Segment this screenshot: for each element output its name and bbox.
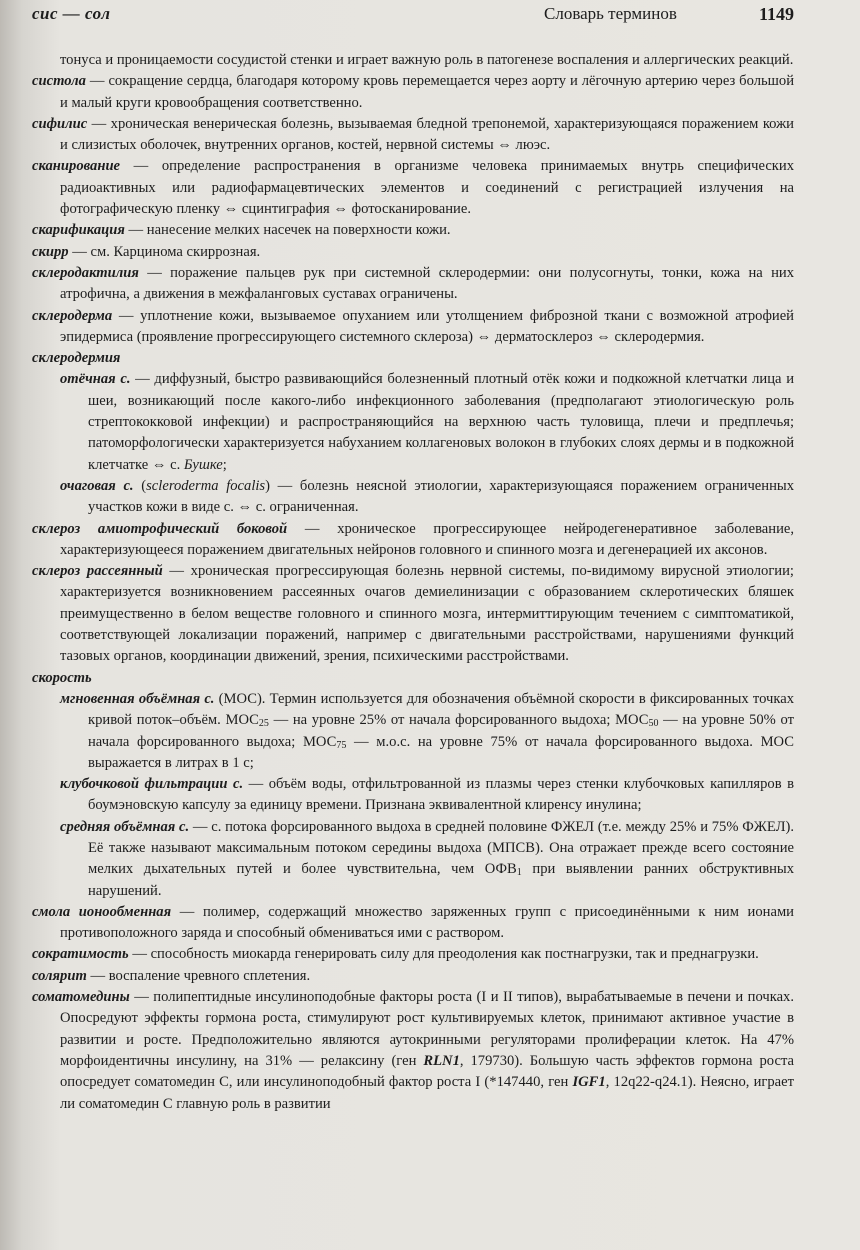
term: смола ионообменная <box>32 903 172 920</box>
term: склеродерма <box>32 307 113 324</box>
term: склероз амиотрофический боковой <box>32 520 288 537</box>
entry-skanirovanie: сканирование — определение распространения в организме человека принимаемых внутрь специфических радиоактивных или радиофармацевтических элементов и соединений с регистрацией излучения на фотографическую пленку ⇔ сцинтиграфия ⇔ фотосканирование. <box>32 158 794 218</box>
term: сократимость <box>32 946 129 963</box>
term: очаговая с. <box>60 477 134 494</box>
dictionary-body <box>32 50 794 1115</box>
subentry-mgnovennaya: мгновенная объёмная с. (МОС). Термин используется для обозначения объёмной скорости в фиксированных точках кривой поток–объём. $МОС_{25}$ — на уровне 25% от начала форсированного выдоха; $МОС_{50}$ — на уровне 50% от начала форсированного выдоха; $МОС_{75}$ — м.о.с. на уровне 75% от начала форсированного выдоха. МОС выражается в литрах в 1 с; <box>60 690 795 771</box>
term: сканирование <box>32 158 121 175</box>
entry-sifilis: сифилис — хроническая венерическая болезнь, вызываемая бледной трепонемой, характеризующаяся поражением кожи и слизистых оболочек, внутренних органов, костей, нервной системы ⇔ люэс. <box>32 115 794 154</box>
entry-skleroz-rasseyanny: склероз рассеянный — хроническая прогрессирующая болезнь нервной системы, по-видимому вирусной этиологии; характеризуется возникновением рассеянных очагов демиелинизации с образованием склеротических бляшек преимущественно в белом веществе головного и спинного мозга, интермиттирующим течением с симптоматикой, соответствующей локализации поражений, например с двигательными расстройствами, нарушениями функций тазовых органов, координации движений, зрения, психическими расстройствами. <box>32 563 794 665</box>
term: сифилис <box>32 115 88 132</box>
entry-solyarit: солярит — воспаление чревного сплетения. <box>32 967 311 984</box>
entry-skirr: скирр — см. Карцинома скиррозная. <box>32 243 261 260</box>
term: средняя объёмная с. <box>60 818 190 835</box>
term: склеродермия <box>32 350 121 367</box>
page-header <box>32 4 794 30</box>
term: клубочковой фильтрации с. <box>60 776 244 793</box>
term: систола <box>32 73 86 90</box>
term: скирр <box>32 243 69 260</box>
subentry-otechnaya: отёчная с. — диффузный, быстро развивающийся болезненный плотный отёк кожи и подкожной клетчатки лица и шеи, возникающий после какого-либо инфекционного заболевания (предполагают этиологическую роль стрептококковой инфекции) и распространяющийся на верхнюю часть туловища, плечи и предплечья; патоморфологически характеризуется набуханием коллагеновых волокон в глубоких слоях дермы и в подкожной клетчатке ⇔ с. Бушке; <box>60 371 794 473</box>
entry-sklerodermiya <box>32 348 794 369</box>
page-number: 1149 <box>758 4 794 24</box>
term: скарификация <box>32 222 125 239</box>
term: склеродактилия <box>32 264 139 281</box>
running-head: сис — сол <box>32 4 111 23</box>
subentries-sklerodermiya <box>32 369 794 518</box>
entry-sokratimost: сократимость — способность миокарда генерировать силу для преодоления как постнагрузки, так и преднагрузки. <box>32 946 759 963</box>
header-title: Словарь терминов <box>544 4 677 23</box>
entry-skorost <box>32 668 794 689</box>
term: отёчная с. <box>60 371 131 388</box>
term: мгновенная объёмная с. <box>60 690 215 707</box>
entry-somatomediny: соматомедины — полипептидные инсулиноподобные факторы роста (I и II типов), вырабатываемые в печени и почках. Опосредуют эффекты гормона роста, стимулируют рост культивируемых клеток, принимают активное участие в развитии и росте. Предположительно являются аутокринными регуляторами пролиферации клеток. На 47% морфоидентичны инсулину, на 31% — релаксину (ген RLN1, 179730). Большую часть эффектов гормона роста опосредует соматомедин С, или инсулиноподобный фактор роста I (*147440, ген IGF1, 12q22-q24.1). Неясно, играет ли соматомедин С главную роль в развитии <box>32 989 794 1112</box>
subentry-klubochkovoy: клубочковой фильтрации с. — объём воды, отфильтрованной из плазмы через стенки клубочковых капилляров в боумэновскую капсулу за единицу времени. Признана эквивалентной клиренсу инулина; <box>60 776 795 814</box>
entry-skleroz-amiotroficheskiy: склероз амиотрофический боковой — хроническое прогрессирующее нейродегенеративное заболевание, характеризующееся поражением двигательных нейронов головного и спинного мозга и дегенерацией их аксонов. <box>32 520 795 558</box>
term: соматомедины <box>32 989 130 1006</box>
term: солярит <box>32 967 87 984</box>
entry-smola: смола ионообменная — полимер, содержащий множество заряженных групп с присоединёнными к ним ионами противоположного заряда и способный обмениваться ими с раствором. <box>32 903 794 942</box>
entry-continuation: тонуса и проницаемости сосудистой стенки и играет важную роль в патогенезе воспаления и аллергических реакций. <box>60 52 794 68</box>
term: скорость <box>32 669 92 686</box>
entry-sklerodaktiliya: склеродактилия — поражение пальцев рук при системной склеродермии: они полусогнуты, тонки, кожа на них атрофична, а движения в межфаланговых суставах ограничены. <box>32 264 794 303</box>
term: склероз рассеянный <box>32 563 163 580</box>
entry-sistola: систола — сокращение сердца, благодаря которому кровь перемещается через аорту и лёгочную артерию через большой и малый круги кровообращения соответственно. <box>32 73 794 111</box>
subentry-ochagovaya: очаговая с. (scleroderma focalis) — болезнь неясной этиологии, характеризующаяся поражением ограниченных участков кожи в виде с. ⇔ с. ограниченная. <box>60 477 794 516</box>
subentries-skorost <box>32 689 794 902</box>
entry-sklerodermа: склеродерма — уплотнение кожи, вызываемое опуханием или утолщением фиброзной ткани с возможной атрофией эпидермиса (проявление прогрессирующего системного склероза) ⇔ дерматосклероз ⇔ склеродермия. <box>32 307 794 345</box>
subentry-srednyaya: средняя объёмная с. — с. потока форсированного выдоха в средней половине ФЖЕЛ (т.е. между 25% и 75% ФЖЕЛ). Её также называют максимальным потоком середины выдоха (МПСВ). Она отражает прежде всего состояние мелких дыхательных путей и более чувствительна, чем $ОФВ_1$ при выявлении ранних обструктивных нарушений. <box>60 818 794 899</box>
entry-skarifikaciya: скарификация — нанесение мелких насечек на поверхности кожи. <box>32 222 451 239</box>
